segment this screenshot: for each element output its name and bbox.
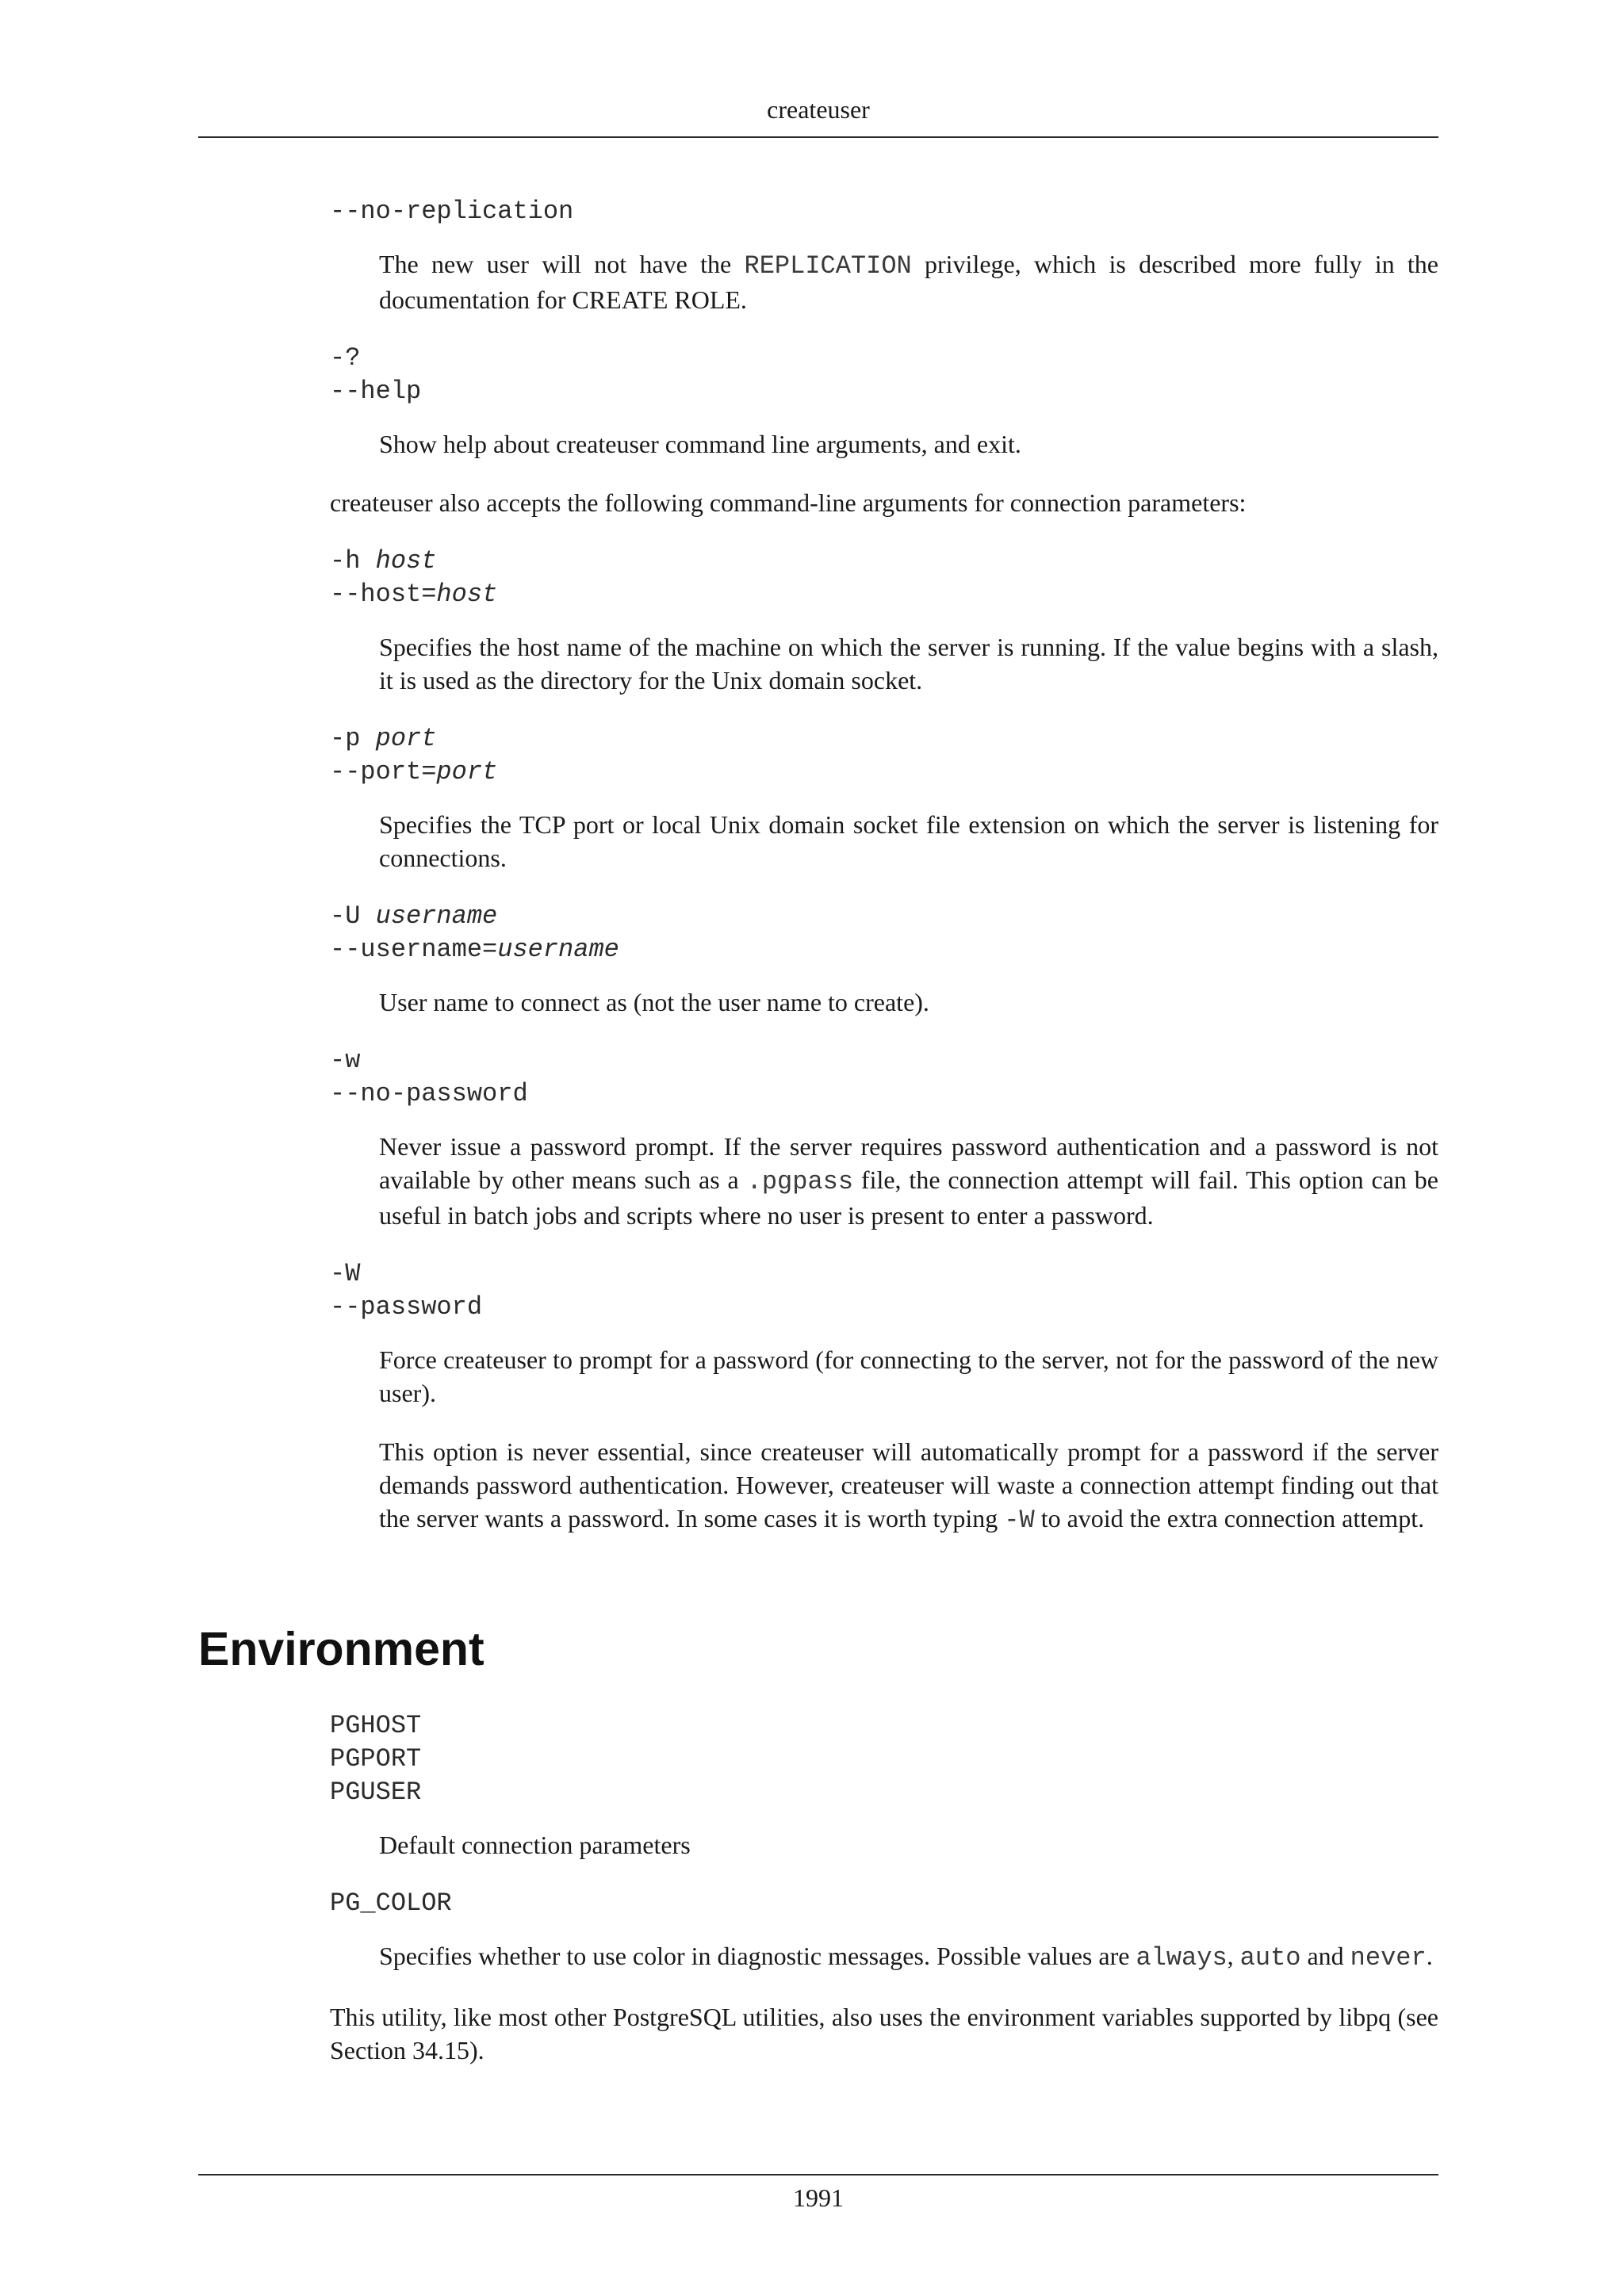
option-entry [330, 1887, 1438, 1975]
description-paragraph [379, 427, 1438, 461]
option-entry [330, 1044, 1438, 1232]
option-entry [330, 342, 1438, 461]
text-run: Default connection parameters [379, 1831, 691, 1859]
option-description [379, 808, 1438, 874]
text-run: This option is never essential, since createuser will automatically prompt for a password if the server demands password authentication. However, createuser will waste a connection attempt finding out that the server wants a password. In some cases it is worth typing [379, 1437, 1438, 1533]
environment-variable-list [330, 1709, 1438, 1975]
inline-code: always [1136, 1943, 1228, 1973]
description-paragraph [379, 985, 1438, 1019]
option-term-line [330, 1044, 1438, 1077]
option-entry [330, 545, 1438, 697]
option-entry [330, 195, 1438, 316]
option-description [379, 1828, 1438, 1862]
description-paragraph [379, 1435, 1438, 1537]
description-paragraph [379, 808, 1438, 874]
option-flag: PGHOST [330, 1711, 422, 1740]
option-term-line [330, 722, 1438, 756]
inline-code: -W [1004, 1506, 1035, 1535]
running-header: createuser [767, 95, 870, 124]
option-term-line [330, 1743, 1438, 1776]
option-argument: username [375, 901, 498, 931]
description-paragraph [379, 630, 1438, 697]
option-term [330, 722, 1438, 789]
option-term-line [330, 545, 1438, 578]
inline-code: never [1350, 1943, 1427, 1973]
option-flag: -U [330, 901, 376, 931]
option-argument: host [375, 546, 437, 576]
option-flag: PG_COLOR [330, 1888, 452, 1918]
inline-code: .pgpass [746, 1167, 854, 1196]
text-run: Specifies the TCP port or local Unix domain socket file extension on which the server is listening for connections. [379, 810, 1438, 872]
description-paragraph [379, 1939, 1438, 1975]
option-term [330, 342, 1438, 408]
option-description [379, 1343, 1438, 1537]
option-flag: PGPORT [330, 1744, 422, 1774]
option-entry [330, 1257, 1438, 1537]
option-argument: port [375, 724, 437, 753]
option-description [379, 630, 1438, 697]
option-argument: port [436, 757, 498, 786]
option-term-line [330, 1709, 1438, 1743]
option-description [379, 427, 1438, 461]
option-term-line [330, 900, 1438, 933]
option-argument: username [497, 935, 619, 964]
text-run: to avoid the extra connection attempt. [1034, 1504, 1425, 1533]
text-run: User name to connect as (not the user name to create). [379, 988, 929, 1016]
option-flag: --username= [330, 935, 498, 964]
description-paragraph [379, 1828, 1438, 1862]
option-description [379, 247, 1438, 316]
option-term-line [330, 578, 1438, 611]
options-section [330, 195, 1438, 1563]
option-term-line [330, 1077, 1438, 1111]
page-number: 1991 [793, 2183, 844, 2212]
option-term-line [330, 1291, 1438, 1324]
option-term [330, 1887, 1438, 1920]
text-run: The new user will not have the [379, 250, 745, 278]
environment-section [330, 1709, 1438, 2067]
inline-code: REPLICATION [744, 251, 912, 281]
text-run: privilege, which is described more fully in the documentation for CREATE ROLE. [379, 250, 1439, 314]
option-term [330, 545, 1438, 611]
option-flag: --no-replication [330, 197, 574, 226]
option-flag: --host= [330, 580, 437, 609]
text-run: Specifies whether to use color in diagnostic messages. Possible values are [379, 1942, 1136, 1970]
text-run: Specifies the host name of the machine on which the server is running. If the value begins with a slash, it is used as the directory for the Unix domain socket. [379, 633, 1438, 695]
description-paragraph [379, 247, 1438, 316]
text-run: Never issue a password prompt. If the server requires password authentication and a password is not available by other means such as a [379, 1132, 1438, 1194]
text-run: , [1227, 1942, 1240, 1970]
section-title-environment: Environment [198, 1623, 485, 1675]
option-term-line [330, 1257, 1438, 1291]
option-flag: -w [330, 1046, 361, 1075]
option-term-line [330, 1887, 1438, 1920]
option-term-line [330, 756, 1438, 789]
option-flag: -p [330, 724, 376, 753]
header-rule [198, 136, 1438, 138]
description-paragraph [379, 1343, 1438, 1410]
option-flag: PGUSER [330, 1777, 422, 1807]
option-term-line [330, 375, 1438, 408]
option-flag: --help [330, 377, 422, 406]
connection-intro: createuser also accepts the following command-line arguments for connection parameters: [330, 488, 1247, 517]
footer-rule [198, 2174, 1438, 2175]
text-run: Force createuser to prompt for a password (for connecting to the server, not for the password of the new user). [379, 1345, 1438, 1407]
option-term [330, 1044, 1438, 1111]
option-term [330, 900, 1438, 966]
text-run: . [1426, 1942, 1433, 1970]
option-term-line [330, 1776, 1438, 1809]
text-run: and [1300, 1942, 1350, 1970]
option-flag: --no-password [330, 1079, 528, 1108]
option-flag: -W [330, 1259, 361, 1288]
option-flag: -h [330, 546, 376, 576]
option-argument: host [436, 580, 498, 609]
option-term-line [330, 195, 1438, 228]
option-flag: -? [330, 343, 361, 373]
text-run: Show help about createuser command line arguments, and exit. [379, 430, 1021, 458]
option-description [379, 1939, 1438, 1975]
option-flag: --port= [330, 757, 437, 786]
description-paragraph [379, 1130, 1438, 1232]
option-term [330, 1257, 1438, 1324]
connection-option-list [330, 545, 1438, 1537]
option-list [330, 195, 1438, 461]
option-term [330, 1709, 1438, 1809]
option-description [379, 985, 1438, 1019]
option-entry [330, 900, 1438, 1019]
option-flag: --password [330, 1292, 483, 1322]
inline-code: auto [1239, 1943, 1301, 1973]
option-entry [330, 1709, 1438, 1862]
environment-closing-paragraph: This utility, like most other PostgreSQL utilities, also uses the environment variables supported by libpq (see Section 34.15). [330, 2003, 1438, 2064]
option-term-line [330, 933, 1438, 966]
option-entry [330, 722, 1438, 874]
text-run: file, the connection attempt will fail. This option can be useful in batch jobs and scripts where no user is present to enter a password. [379, 1165, 1439, 1230]
option-term-line [330, 342, 1438, 375]
option-term [330, 195, 1438, 228]
option-description [379, 1130, 1438, 1232]
